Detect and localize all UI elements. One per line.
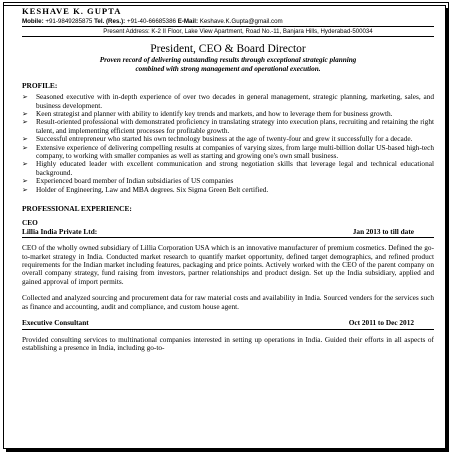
arrow-bullet-icon: ➢ <box>22 177 28 186</box>
list-item: ➢ Successful entrepreneur who started his own technology business at the age of twenty-four and grew it successfully for a decade. <box>22 134 413 144</box>
email-value: Keshave.K.Gupta@gmail.com <box>198 18 283 25</box>
resume-document <box>22 6 434 353</box>
job2-divider <box>22 329 434 330</box>
job2-role: Executive Consultant <box>22 318 89 328</box>
mobile-label: Mobile: <box>22 18 44 25</box>
list-item: ➢ Seasoned executive with in-depth experience of over two decades in general management, strategic planning, marketing, sales, and business development. <box>22 92 434 110</box>
job1-dates: Jan 2013 to till date <box>352 226 414 236</box>
job1-paragraph-2: Collected and analyzed sourcing and procurement data for raw material costs and availability in India. Sourced venders for the services such as finance and accounting, audit and compliance, and custom house agent. <box>22 293 434 311</box>
arrow-bullet-icon: ➢ <box>22 160 28 169</box>
job1-role: CEO <box>22 218 38 228</box>
list-item: ➢ Experienced board member of Indian subsidiaries of US companies <box>22 176 234 186</box>
list-item: ➢ Keen strategist and planner with ability to identify key trends and markets, and how to leverage them for business growth. <box>22 109 393 118</box>
list-item: ➢ Holder of Engineering, Law and MBA degrees. Six Sigma Green Belt certified. <box>22 184 269 194</box>
tagline-line-1: Proven record of delivering outstanding results through exceptional strategic planning <box>99 56 357 64</box>
mobile-value: +91-9849285875 <box>43 18 95 25</box>
job2-paragraph-1: Provided consulting services to multinational companies interested in setting up operations in India. Guided their efforts in all aspects of establishing a presence in India, including go-to- <box>22 334 434 353</box>
tel-label: Tel. (Res.): <box>94 18 126 25</box>
tel-value: +91-40-66685386 <box>125 18 178 25</box>
list-item: ➢ Result-oriented professional with demonstrated proficiency in translating strategy into execution plans, recruiting and retaining the right talent, and implementing efficient processes for profitable growth. <box>22 117 434 135</box>
tagline <box>22 56 434 73</box>
present-address: Present Address: K-2 II Floor, Lake View Apartment, Road No.-11, Banjara Hills, Hyderabad-500034 <box>103 28 373 35</box>
job1-company: Lillia India Private Ltd: <box>22 226 98 236</box>
list-item: ➢ Highly educated leader with excellent communication and strong negotiation skills that leverage legal and technical educational background. <box>22 159 434 177</box>
arrow-bullet-icon: ➢ <box>22 185 28 194</box>
experience-heading: PROFESSIONAL EXPERIENCE: <box>22 204 132 214</box>
email-label: E-Mail: <box>177 18 199 25</box>
tagline-line-2: combined with strong management and operational execution. <box>135 64 321 73</box>
job1-divider <box>22 237 434 238</box>
job1-paragraph-1: CEO of the wholly owned subsidiary of Lillia Corporation USA which is an innovative manufacturer of premium cosmetics. Defined the go-to-market strategy in India. Conducted market research to quantify market opportunity, defined target demographics, and refined product requirements for the Indian market including features, packaging and price points. Actively worked with the CEO of the parent company on overall company strategy, fund raising from investors, partner relationships and product design. Set up the India subsidiary, applied and gained approval of import permits. <box>22 243 434 286</box>
list-item: ➢ Extensive experience of delivering compelling results at companies of varying sizes, from large multi-billion dollar US-based high-tech company, to working with smaller companies as well as starting and growing one's own small business. <box>22 142 434 161</box>
candidate-name: KESHAVE K. GUPTA <box>22 6 122 16</box>
job2-dates: Oct 2011 to Dec 2012 <box>348 318 414 328</box>
address-divider <box>22 36 434 37</box>
arrow-bullet-icon: ➢ <box>22 93 28 102</box>
profile-heading: PROFILE: <box>22 81 58 91</box>
arrow-bullet-icon: ➢ <box>22 143 28 152</box>
arrow-bullet-icon: ➢ <box>22 135 28 144</box>
job2-role-row <box>22 319 434 328</box>
job1-company-row <box>22 228 434 237</box>
arrow-bullet-icon: ➢ <box>22 110 28 118</box>
contact-line <box>22 17 434 26</box>
job-title: President, CEO & Board Director <box>150 43 306 55</box>
arrow-bullet-icon: ➢ <box>22 118 28 127</box>
profile-list <box>22 93 434 194</box>
